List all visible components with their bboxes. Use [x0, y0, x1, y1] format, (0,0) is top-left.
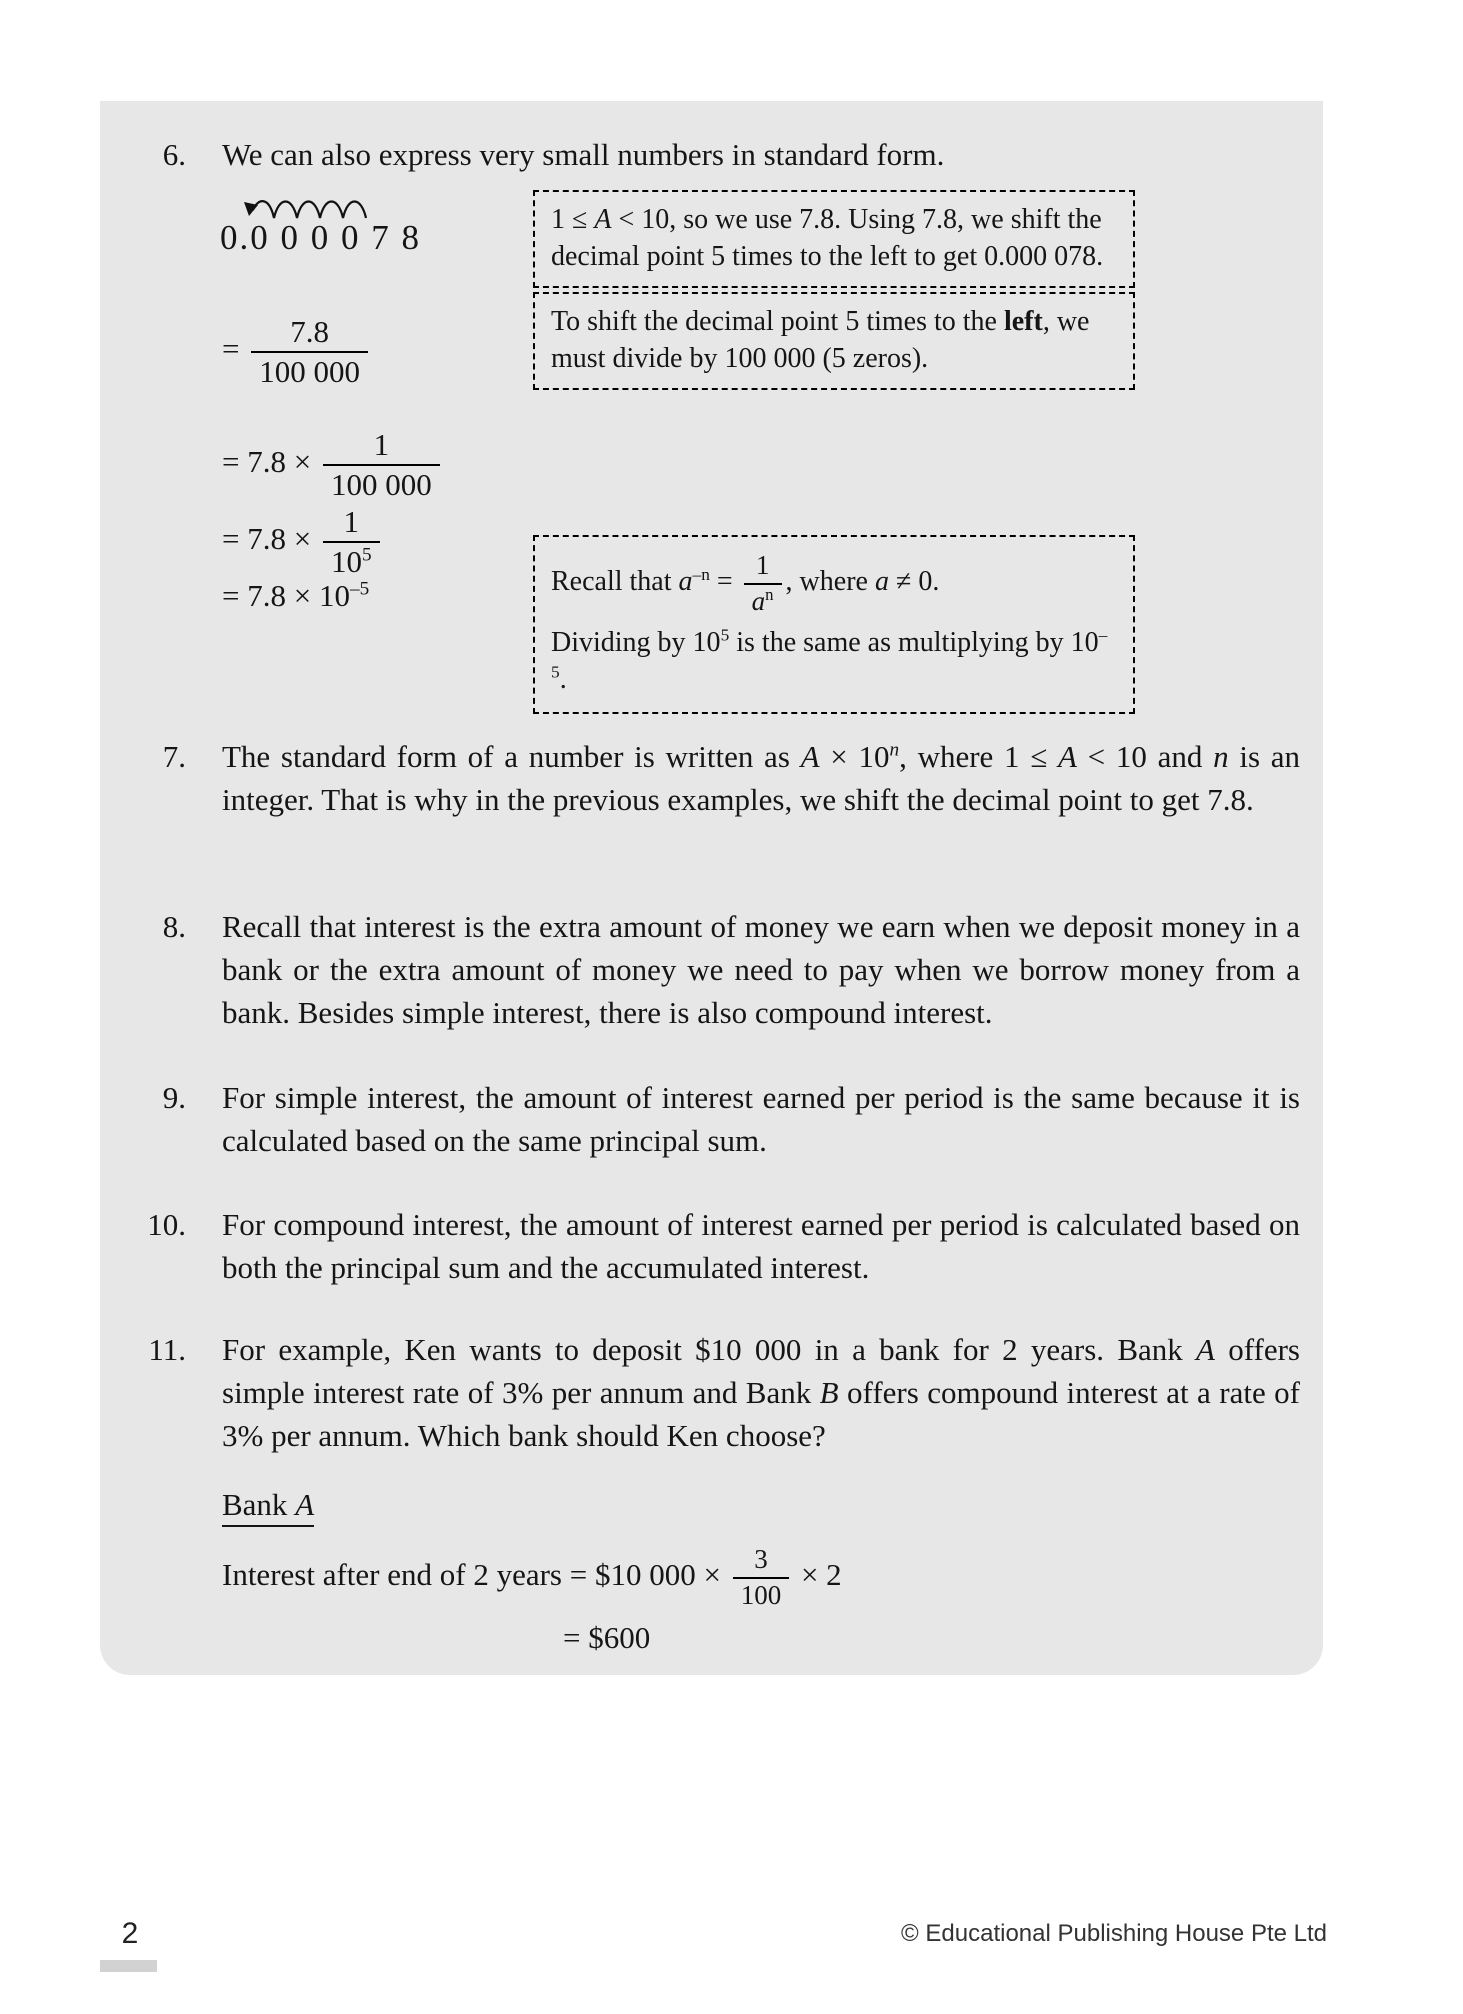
fraction: $\frac{3}{100}$	[733, 1545, 790, 1610]
copyright-text: © Educational Publishing House Pte Ltd	[901, 1920, 1327, 1947]
math-step-1	[222, 315, 372, 389]
variable-a: a	[874, 566, 889, 598]
item-11-text: For example, Ken wants to deposit $10 000 in a bank for 2 years. Bank A offers simple interest rate of 3% per annum and Bank B offers compound interest at a rate of 3% per annum. Which bank should Ken choose?	[222, 1332, 1300, 1453]
item-7-text: The standard form of a number is written as $A \times 10^n$, where 1 ≤ A < 10 and n is an integer. That is why in the previous examples, we shift the decimal point to get 7.8.	[222, 739, 1301, 817]
note-box-standard-form: 1 ≤ A < 10, so we use 7.8. Using 7.8, we shift the decimal point 5 times to the left to get 0.000 078.	[533, 190, 1135, 288]
variable-A: A	[295, 1487, 315, 1522]
variable-A: A	[1058, 739, 1077, 774]
fraction: $\frac{1}{100 000}$	[323, 428, 440, 502]
interest-equation: Interest after end of 2 years = $10 000 × $\frac{3}{100}$ × 2	[222, 1544, 842, 1610]
fraction: $\frac{1}{a^n}$	[744, 551, 782, 616]
item-6-number: 6.	[162, 137, 186, 172]
fraction: $\frac{7.8}{100 000}$	[251, 315, 368, 389]
math-step-3: = 7.8 × $\frac{1}{10^5}$	[222, 505, 384, 579]
interest-result: = $600	[563, 1620, 651, 1655]
item-6-text: We can also express very small numbers in standard form.	[222, 137, 945, 172]
math-step-4: = $7.8 \times 10^{-5}$	[222, 578, 370, 613]
variable-A: A	[800, 739, 820, 774]
small-number-digits: 0.0 0 0 0 7 8	[220, 218, 421, 257]
variable-a: a	[678, 566, 693, 598]
note3-line-1: Recall that $a^{-n}$ = $\frac{1}{a^n}$ , where a ≠ 0.	[551, 550, 940, 616]
variable-n: n	[1213, 739, 1229, 774]
item-9-number: 9.	[162, 1080, 186, 1115]
math-step-2: = 7.8 × $\frac{1}{100 000}$	[222, 428, 444, 502]
item-10-number: 10.	[147, 1207, 186, 1242]
note-box-shift-left: To shift the decimal point 5 times to the left, we must divide by 100 000 (5 zeros).	[533, 292, 1135, 390]
variable-B: B	[819, 1375, 839, 1410]
note-box-negative-index	[533, 535, 1135, 714]
item-8-text: Recall that interest is the extra amount of money we earn when we deposit money in a bank or the extra amount of money we need to pay when we borrow money from a bank. Besides simple interest, there is also compound interest.	[222, 909, 1300, 1030]
variable-A: A	[1196, 1332, 1215, 1367]
note3-line-2: Dividing by $10^5$ is the same as multiplying by $10^{-5}$.	[551, 626, 1108, 696]
footer-tab-bar	[100, 1960, 157, 1972]
item-8-number: 8.	[162, 909, 186, 944]
item-7-number: 7.	[162, 739, 186, 774]
page-number: 2	[121, 1917, 139, 1950]
item-9-text: For simple interest, the amount of interest earned per period is the same because it is calculated based on the same principal sum.	[222, 1080, 1300, 1158]
fraction: $\frac{1}{10^5}$	[323, 505, 380, 579]
bank-a-heading: Bank A	[222, 1487, 314, 1527]
item-11-number: 11.	[148, 1332, 186, 1367]
item-10-text: For compound interest, the amount of interest earned per period is calculated based on both the principal sum and the accumulated interest.	[222, 1207, 1300, 1285]
variable-A: A	[594, 204, 612, 235]
equals-sign: =	[222, 331, 240, 367]
